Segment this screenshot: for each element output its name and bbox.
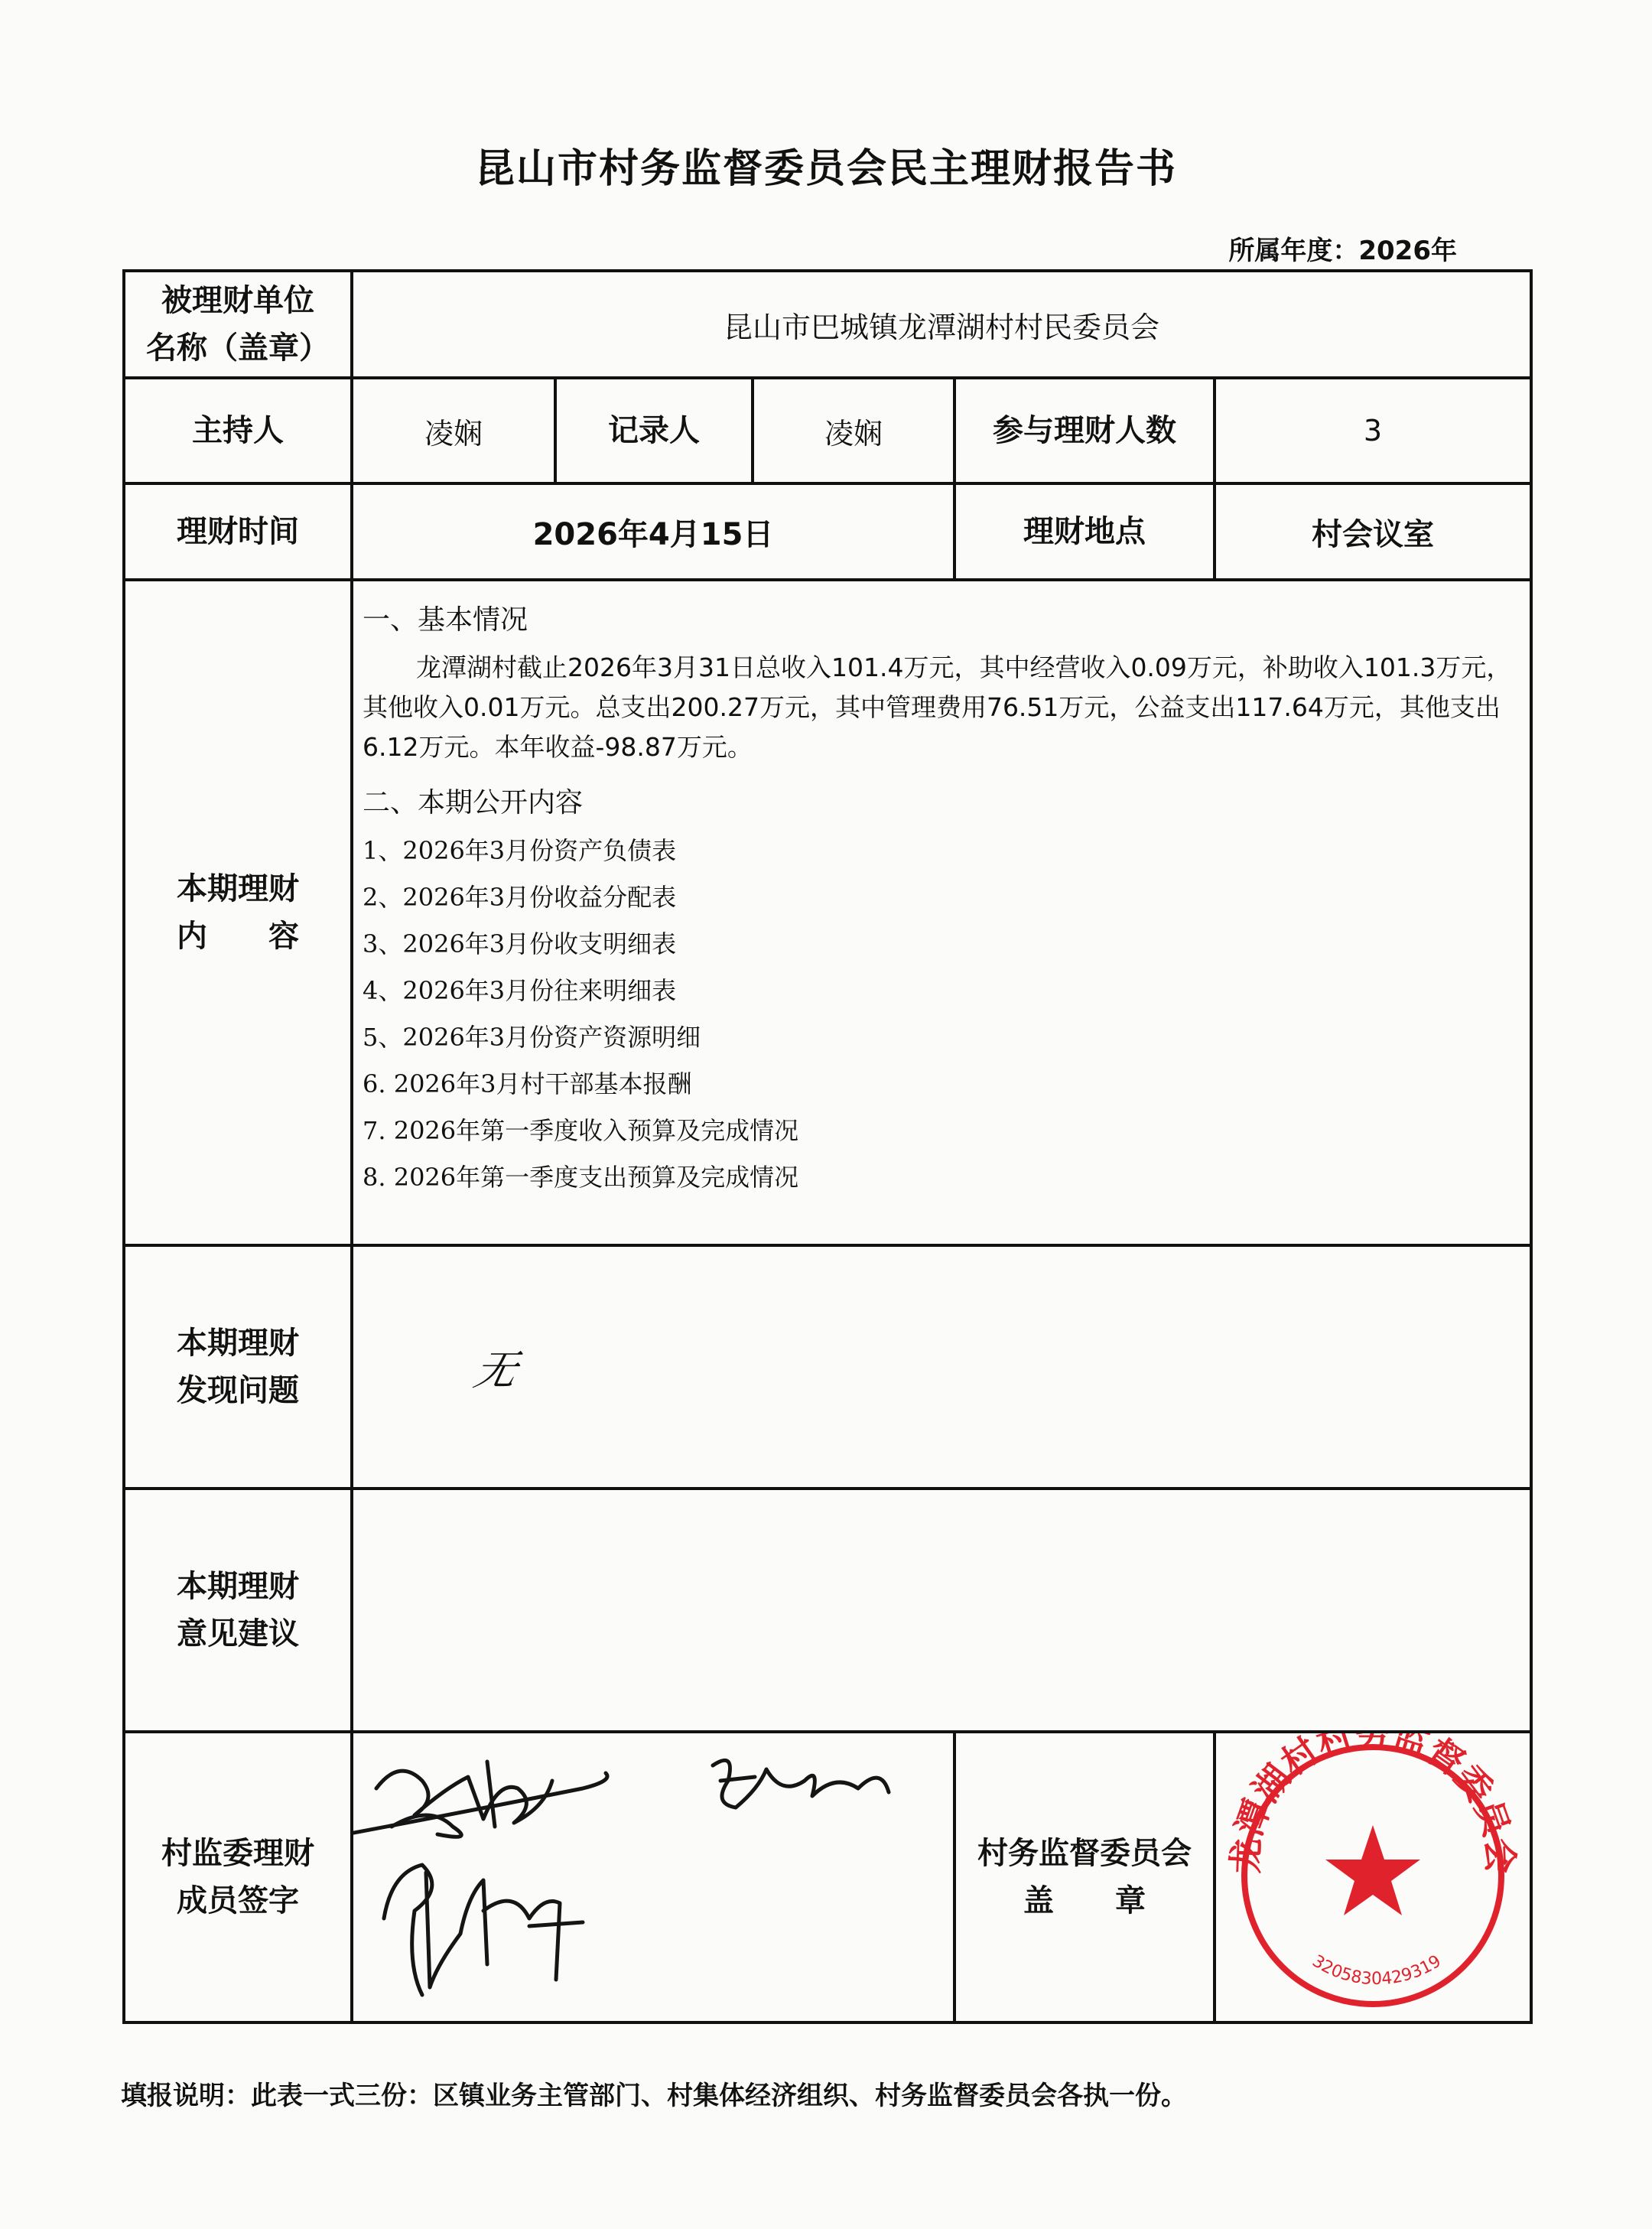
problems-row <box>124 1245 1531 1489</box>
place-value: 村会议室 <box>1215 483 1531 580</box>
year-label: 所属年度：2026年 <box>1228 236 1457 266</box>
participants-value: 3 <box>1215 378 1531 483</box>
suggestions-label-cell <box>124 1489 352 1732</box>
seal-star-icon <box>1325 1825 1420 1915</box>
handwritten-signatures <box>353 1735 950 2019</box>
content-label-line1: 本期理财 <box>177 871 299 906</box>
unit-name-value: 昆山市巴城镇龙潭湖村村民委员会 <box>352 271 1531 378</box>
host-value: 凌娴 <box>352 378 555 483</box>
recorder-value: 凌娴 <box>753 378 954 483</box>
recorder-label: 记录人 <box>555 378 753 483</box>
list-item: 4、2026年3月份往来明细表 <box>363 976 677 1005</box>
problems-label-cell <box>124 1245 352 1489</box>
list-item: 8. 2026年第一季度支出预算及完成情况 <box>363 1163 799 1192</box>
unit-label-line2: 名称（盖章） <box>146 330 330 366</box>
content-row <box>124 580 1531 1245</box>
participants-label: 参与理财人数 <box>954 378 1215 483</box>
problems-label-line1: 本期理财 <box>177 1326 299 1361</box>
time-label: 理财时间 <box>124 483 352 580</box>
seal-text: 龙潭湖村村务监督委员会 <box>1224 1733 1521 1875</box>
report-form <box>122 269 1533 2024</box>
problems-label-line2: 发现问题 <box>177 1373 299 1408</box>
content-label-cell <box>124 580 352 1245</box>
suggestions-row <box>124 1489 1531 1732</box>
report-title: 昆山市村务监督委员会民主理财报告书 <box>474 146 1177 192</box>
content-label-line2: 内 容 <box>177 919 299 954</box>
seal-box-label-line1: 村务监督委员会 <box>977 1836 1192 1871</box>
content-body <box>352 580 1531 1245</box>
host-label: 主持人 <box>124 378 352 483</box>
suggestions-body <box>352 1489 1531 1732</box>
section2-title: 二、本期公开内容 <box>363 787 584 818</box>
signature-label-cell <box>124 1732 352 2022</box>
meeting-row <box>124 378 1531 483</box>
seal-cell <box>1215 1732 1531 2022</box>
problems-body <box>352 1245 1531 1489</box>
signature-label-line2: 成员签字 <box>177 1883 299 1918</box>
place-label: 理财地点 <box>954 483 1215 580</box>
footer-note: 填报说明：此表一式三份：区镇业务主管部门、村集体经济组织、村务监督委员会各执一份。 <box>121 2081 1187 2111</box>
unit-label-line1: 被理财单位 <box>161 283 314 318</box>
list-item: 6. 2026年3月村干部基本报酬 <box>363 1069 692 1098</box>
list-item: 5、2026年3月份资产资源明细 <box>363 1023 701 1052</box>
signature-row <box>124 1732 1531 2022</box>
list-item: 3、2026年3月份收支明细表 <box>363 929 677 958</box>
seal-number: 3205830429319 <box>1309 1951 1445 1990</box>
list-item: 7. 2026年第一季度收入预算及完成情况 <box>363 1116 799 1145</box>
section1-text: 龙潭湖村截止2026年3月31日总收入101.4万元，其中经营收入0.09万元，补助收入101.3万元，其他收入0.01万元。总支出200.27万元，其中管理费用76.51万元，公益支出117.64万元，其他支出6.12万元。本年收益-98.87万元。 <box>363 652 1512 762</box>
section1-title: 一、基本情况 <box>363 604 528 636</box>
list-item: 1、2026年3月份资产负债表 <box>363 836 677 865</box>
signature-label-line1: 村监委理财 <box>161 1836 314 1871</box>
seal-box-label-line2: 盖 章 <box>1023 1883 1146 1918</box>
list-item: 2、2026年3月份收益分配表 <box>363 883 677 912</box>
seal-box-label-cell <box>954 1732 1215 2022</box>
suggestions-label-line1: 本期理财 <box>177 1569 299 1604</box>
village-committee-seal <box>1220 1733 1526 2018</box>
time-value: 2026年4月15日 <box>352 483 954 580</box>
unit-label-cell <box>124 271 352 378</box>
handwritten-none: 无 <box>470 1346 522 1394</box>
time-place-row <box>124 483 1531 580</box>
suggestions-label-line2: 意见建议 <box>177 1616 299 1651</box>
unit-row <box>124 271 1531 378</box>
signature-area <box>352 1732 954 2022</box>
